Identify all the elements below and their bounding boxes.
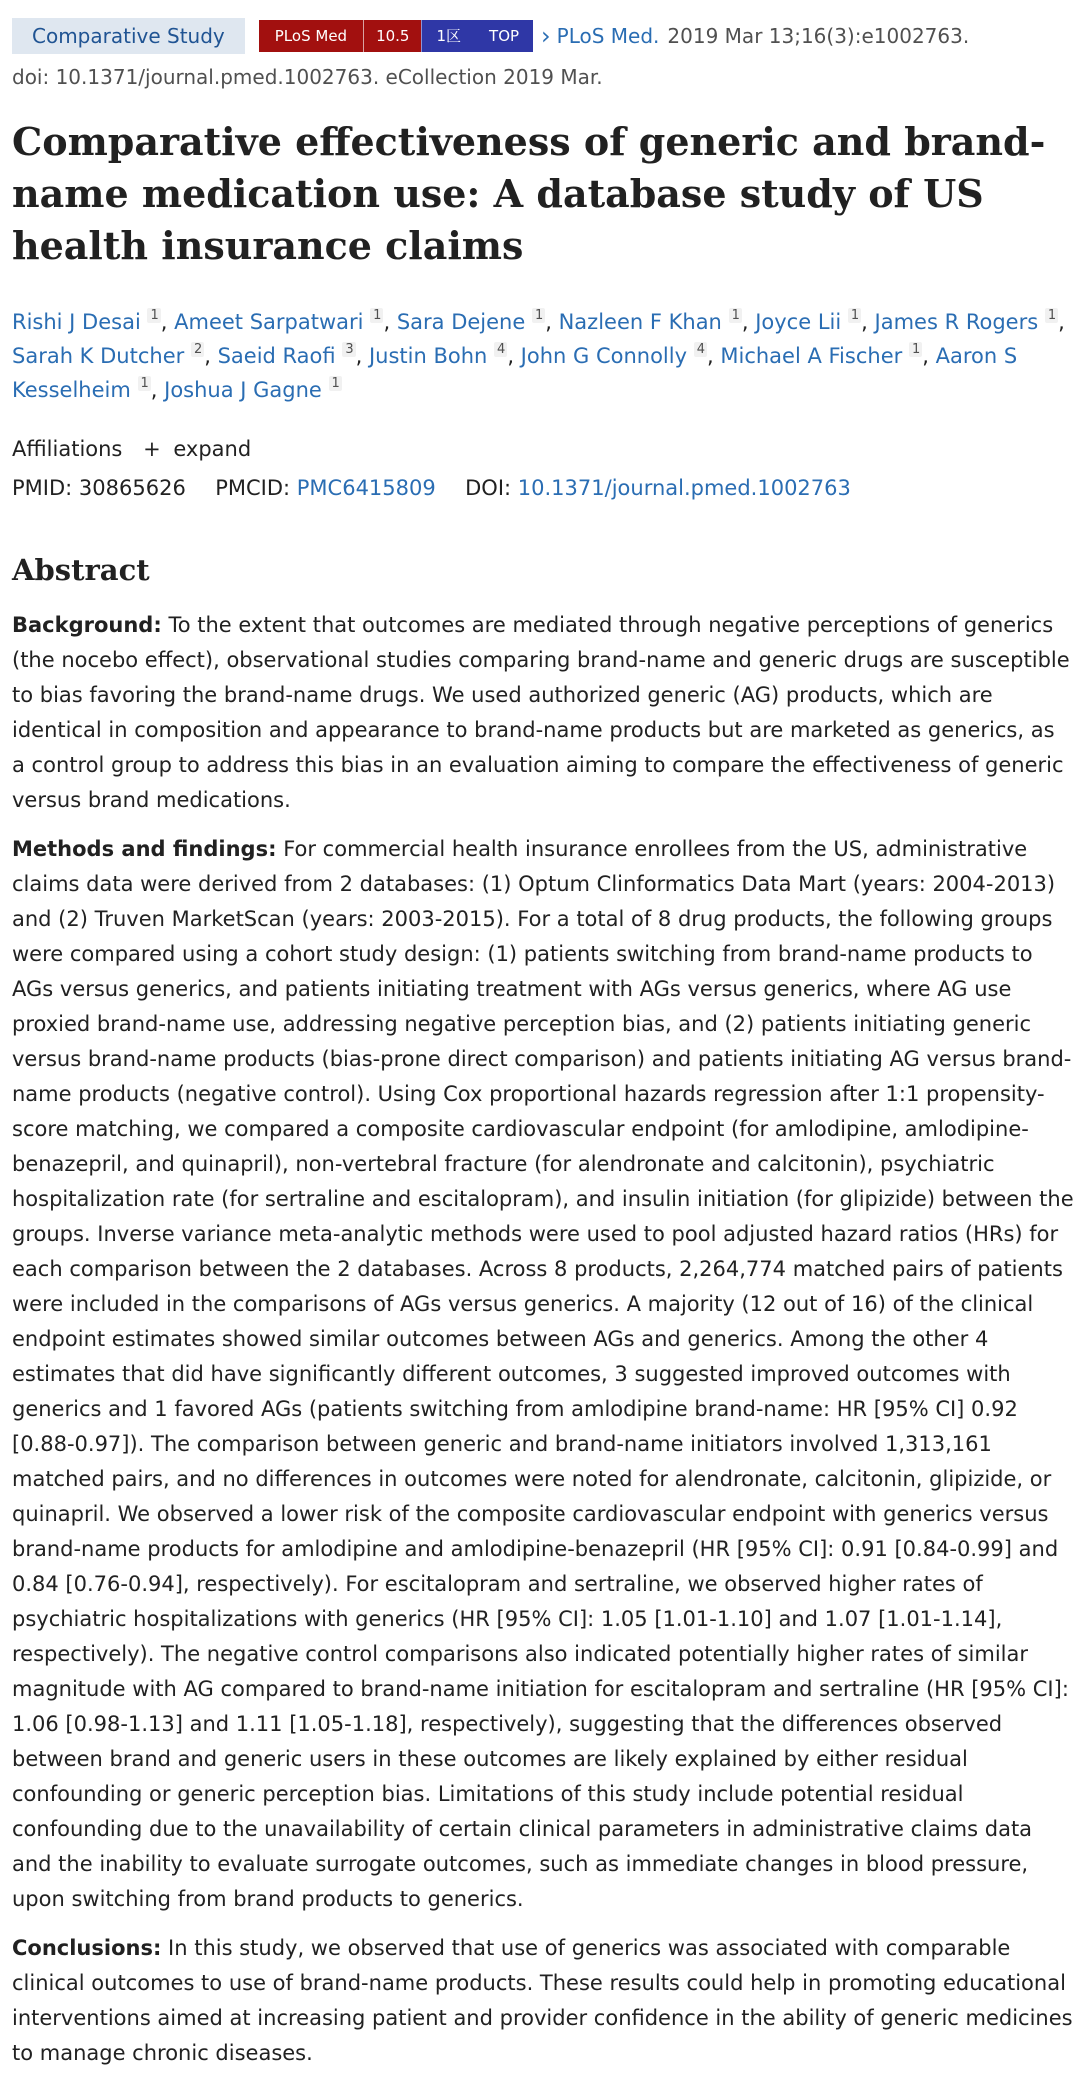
affiliation-number[interactable]: 4 [494, 342, 507, 357]
author-item [397, 310, 545, 334]
chevron-right-icon: › [541, 22, 551, 50]
abstract-section-label: Background: [12, 613, 162, 637]
abstract-section-label: Methods and findings: [12, 837, 277, 861]
pmcid-link[interactable]: PMC6415809 [296, 476, 436, 500]
affiliation-number[interactable]: 1 [532, 308, 545, 323]
abstract-section-background [12, 608, 1074, 818]
author-item [12, 310, 161, 334]
author-item [559, 310, 742, 334]
author-name-link[interactable]: John G Connolly [520, 344, 688, 368]
pmid-value: 30865626 [78, 476, 186, 500]
affiliation-number[interactable]: 1 [1045, 308, 1058, 323]
author-separator: , [204, 344, 218, 368]
affiliations-row [12, 432, 251, 466]
journal-badge-impact-factor: 10.5 [363, 20, 421, 52]
abstract-section-methods [12, 832, 1074, 1917]
author-separator: , [383, 310, 397, 334]
affiliation-number[interactable]: 4 [694, 342, 707, 357]
author-item [164, 378, 342, 402]
author-name-link[interactable]: Joyce Lii [755, 310, 842, 334]
author-separator: , [707, 344, 721, 368]
abstract-section-conclusions [12, 1931, 1074, 2071]
journal-link[interactable]: PLoS Med. [556, 24, 660, 48]
citation-text: 2019 Mar 13;16(3):e1002763. [667, 24, 970, 48]
author-item [174, 310, 383, 334]
author-name-link[interactable]: James R Rogers [874, 310, 1039, 334]
affiliation-number[interactable]: 1 [729, 308, 742, 323]
author-item [12, 344, 204, 368]
author-name-link[interactable]: Justin Bohn [368, 344, 488, 368]
abstract-section-text: To the extent that outcomes are mediated through negative perceptions of generics (the nocebo effect), observational studies comparing brand-name and generic drugs are susceptible to bias favoring the brand-name drugs. We used authorized generic (AG) products, which are identical in composition and appearance to brand-name products but are marketed as generics, as a control group to address this bias in an evaluation aiming to compare the effectiveness of generic versus brand medications. [12, 613, 1070, 812]
author-name-link[interactable]: Sarah K Dutcher [12, 344, 185, 368]
affiliation-number[interactable]: 1 [138, 376, 151, 391]
author-name-link[interactable]: Joshua J Gagne [164, 378, 322, 402]
abstract-section-text: For commercial health insurance enrollees from the US, administrative claims data were derived from 2 databases: (1) Optum Clinformatics Data Mart (years: 2004-2013) and (2) Truven MarketScan (years: 2003-2015). For a total of 8 drug products, the following groups were compared using a cohort study design: (1) patients switching from brand-name products to AGs versus generics, and patients initiating treatment with AGs versus generics, where AG use proxied brand-name use, addressing negative perception bias, and (2) patients initiating generic versus brand-name products (bias-prone direct comparison) and patients initiating AG versus brand-name products (negative control). Using Cox proportional hazards regression after 1:1 propensity-score matching, we compared a composite cardiovascular endpoint (for amlodipine, amlodipine-benazepril, and quinapril), non-vertebral fracture (for alendronate and calcitonin), psychiatric hospitalization rate (for sertraline and escitalopram), and insulin initiation (for glipizide) between the groups. Inverse variance meta-analytic methods were used to pool adjusted hazard ratios (HRs) for each comparison between the 2 databases. Across 8 products, 2,264,774 matched pairs of patients were included in the comparisons of AGs versus generics. A majority (12 out of 16) of the clinical endpoint estimates showed similar outcomes between AGs and generics. Among the other 4 estimates that did have significantly different outcomes, 3 suggested improved outcomes with generics and 1 favored AGs (patients switching from amlodipine brand-name: HR [95% CI] 0.92 [0.88-0.97]). The comparison between generic and brand-name initiators involved 1,313,161 matched pairs, and no differences in outcomes were noted for alendronate, calcitonin, glipizide, or quinapril. We observed a lower risk of the composite cardiovascular endpoint with generics versus brand-name products for amlodipine and amlodipine-benazepril (HR [95% CI]: 0.91 [0.84-0.99] and 0.84 [0.76-0.94], respectively). For escitalopram and sertraline, we observed higher rates of psychiatric hospitalizations with generics (HR [95% CI]: 1.05 [1.01-1.10] and 1.07 [1.01-1.14], respectively). The negative control comparisons also indicated potentially higher rates of similar magnitude with AG compared to brand-name initiation for escitalopram and sertraline (HR [95% CI]: 1.06 [0.98-1.13] and 1.11 [1.05-1.18], respectively), suggesting that the differences observed between brand and generic users in these outcomes are likely explained by either residual confounding or generic perception bias. Limitations of this study include potential residual confounding due to the unavailability of certain clinical parameters in administrative claims data and the inability to evaluate surrogate outcomes, such as immediate changes in blood pressure, upon switching from brand products to generics. [12, 837, 1074, 1911]
doi-link[interactable]: 10.1371/journal.pmed.1002763 [517, 476, 851, 500]
affiliations-label: Affiliations [12, 437, 123, 461]
author-name-link[interactable]: Ameet Sarpatwari [174, 310, 364, 334]
author-separator: , [1058, 310, 1065, 334]
abstract-body [12, 608, 1074, 2085]
plus-icon[interactable]: + [143, 437, 161, 461]
article-meta-bar [12, 18, 969, 54]
pmid-label: PMID: [12, 476, 73, 500]
abstract-heading: Abstract [12, 553, 150, 587]
identifiers-row [12, 471, 851, 505]
affiliation-number[interactable]: 3 [342, 342, 355, 357]
author-separator: , [922, 344, 936, 368]
expand-affiliations-button[interactable]: expand [173, 437, 252, 461]
journal-badge-rank: TOP [475, 20, 533, 52]
journal-badge-name: PLoS Med [259, 20, 363, 52]
affiliation-number[interactable]: 1 [329, 376, 342, 391]
author-name-link[interactable]: Saeid Raofi [217, 344, 336, 368]
affiliation-number[interactable]: 1 [848, 308, 861, 323]
article-type-badge: Comparative Study [12, 18, 245, 54]
author-separator: , [741, 310, 756, 334]
author-item [521, 344, 707, 368]
author-item [369, 344, 507, 368]
author-list [12, 305, 1072, 407]
affiliation-number[interactable]: 2 [191, 342, 204, 357]
affiliation-number[interactable]: 1 [909, 342, 922, 357]
author-name-link[interactable]: Nazleen F Khan [558, 310, 722, 334]
author-name-link[interactable]: Rishi J Desai [12, 310, 141, 334]
author-separator: , [507, 344, 521, 368]
affiliation-number[interactable]: 1 [147, 308, 160, 323]
doi-label: DOI: [465, 476, 512, 500]
author-item [875, 310, 1059, 334]
author-item [720, 344, 922, 368]
pmcid-label: PMCID: [215, 476, 291, 500]
journal-badge-quartile: 1区 [421, 20, 475, 52]
abstract-section-text: In this study, we observed that use of generics was associated with comparable clinical outcomes to use of brand-name products. These results could help in promoting educational interventions aimed at increasing patient and provider confidence in the ability of generic medicines to manage chronic diseases. [12, 1936, 1073, 2065]
abstract-section-label: Conclusions: [12, 1936, 162, 1960]
author-item [755, 310, 861, 334]
author-name-link[interactable]: Sara Dejene [396, 310, 526, 334]
affiliation-number[interactable]: 1 [370, 308, 383, 323]
author-item [218, 344, 356, 368]
author-separator: , [355, 344, 369, 368]
author-name-link[interactable]: Michael A Fischer [720, 344, 903, 368]
author-separator: , [150, 378, 165, 402]
author-separator: , [160, 310, 175, 334]
doi-citation-line: doi: 10.1371/journal.pmed.1002763. eCollection 2019 Mar. [12, 65, 603, 89]
author-name-link[interactable]: Aaron S Kesselheim [12, 344, 1018, 402]
author-separator: , [545, 310, 559, 334]
author-separator: , [861, 310, 875, 334]
article-title: Comparative effectiveness of generic and brand-name medication use: A database study of US health insurance claims [12, 119, 1046, 268]
